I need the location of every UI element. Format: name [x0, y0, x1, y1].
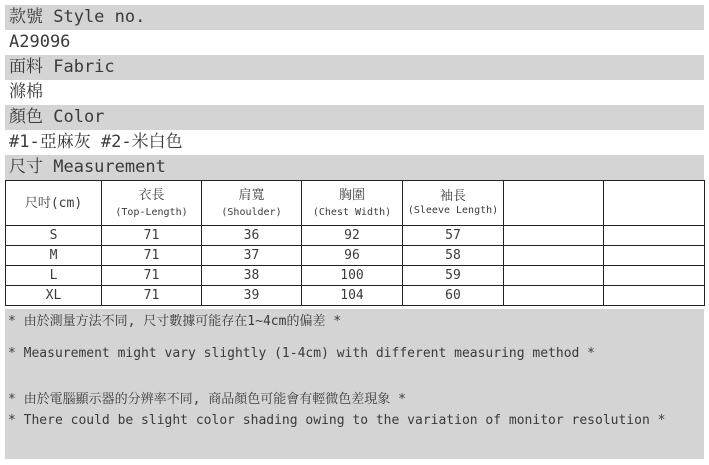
value-cell: 96	[302, 246, 403, 266]
measurement-table	[5, 180, 705, 306]
style-label: 款號 Style no.	[5, 5, 704, 30]
table-row	[6, 286, 705, 306]
value-cell: 71	[102, 266, 202, 286]
size-cell: S	[6, 226, 102, 246]
value-cell: 71	[102, 246, 202, 266]
empty-cell	[604, 266, 705, 286]
empty-header-cell	[604, 181, 705, 226]
style-value: A29096	[5, 30, 704, 55]
empty-cell	[604, 286, 705, 306]
empty-cell	[504, 246, 604, 266]
empty-cell	[504, 226, 604, 246]
size-cell: M	[6, 246, 102, 266]
fabric-label: 面料 Fabric	[5, 55, 704, 80]
size-cell: XL	[6, 286, 102, 306]
notes-panel	[5, 309, 704, 459]
value-cell: 104	[302, 286, 403, 306]
note-color-en: * There could be slight color shading owing to the variation of monitor resolution *	[8, 413, 666, 428]
value-cell: 100	[302, 266, 403, 286]
chest-width-header: 胸圍 (Chest Width)	[302, 181, 403, 226]
shoulder-header: 肩寬 (Shoulder)	[202, 181, 302, 226]
value-cell: 36	[202, 226, 302, 246]
value-cell: 58	[403, 246, 504, 266]
table-row	[6, 266, 705, 286]
product-spec-sheet	[5, 5, 704, 459]
empty-cell	[604, 226, 705, 246]
measurement-label: 尺寸 Measurement	[5, 155, 704, 180]
fabric-value: 滌棉	[5, 80, 704, 105]
value-cell: 59	[403, 266, 504, 286]
sleeve-length-header: 袖長 (Sleeve Length)	[403, 181, 504, 226]
size-cell: L	[6, 266, 102, 286]
value-cell: 38	[202, 266, 302, 286]
table-row	[6, 226, 705, 246]
color-value: #1-亞麻灰 #2-米白色	[5, 130, 704, 155]
note-measure-en: * Measurement might vary slightly (1-4cm) with different measuring method *	[8, 346, 595, 361]
table-header-row	[6, 181, 705, 226]
note-color-zh: * 由於電腦顯示器的分辨率不同, 商品顏色可能會有輕微色差現象 *	[8, 392, 406, 407]
table-row	[6, 246, 705, 266]
note-measure-zh: * 由於測量方法不同, 尺寸數據可能存在1~4cm的偏差 *	[8, 314, 342, 329]
value-cell: 60	[403, 286, 504, 306]
value-cell: 71	[102, 226, 202, 246]
top-length-header: 衣長 (Top-Length)	[102, 181, 202, 226]
size-column-header: 尺吋(cm)	[6, 181, 102, 226]
color-label: 顏色 Color	[5, 105, 704, 130]
value-cell: 92	[302, 226, 403, 246]
empty-cell	[604, 246, 705, 266]
empty-cell	[504, 286, 604, 306]
value-cell: 37	[202, 246, 302, 266]
value-cell: 57	[403, 226, 504, 246]
value-cell: 71	[102, 286, 202, 306]
value-cell: 39	[202, 286, 302, 306]
empty-header-cell	[504, 181, 604, 226]
empty-cell	[504, 266, 604, 286]
